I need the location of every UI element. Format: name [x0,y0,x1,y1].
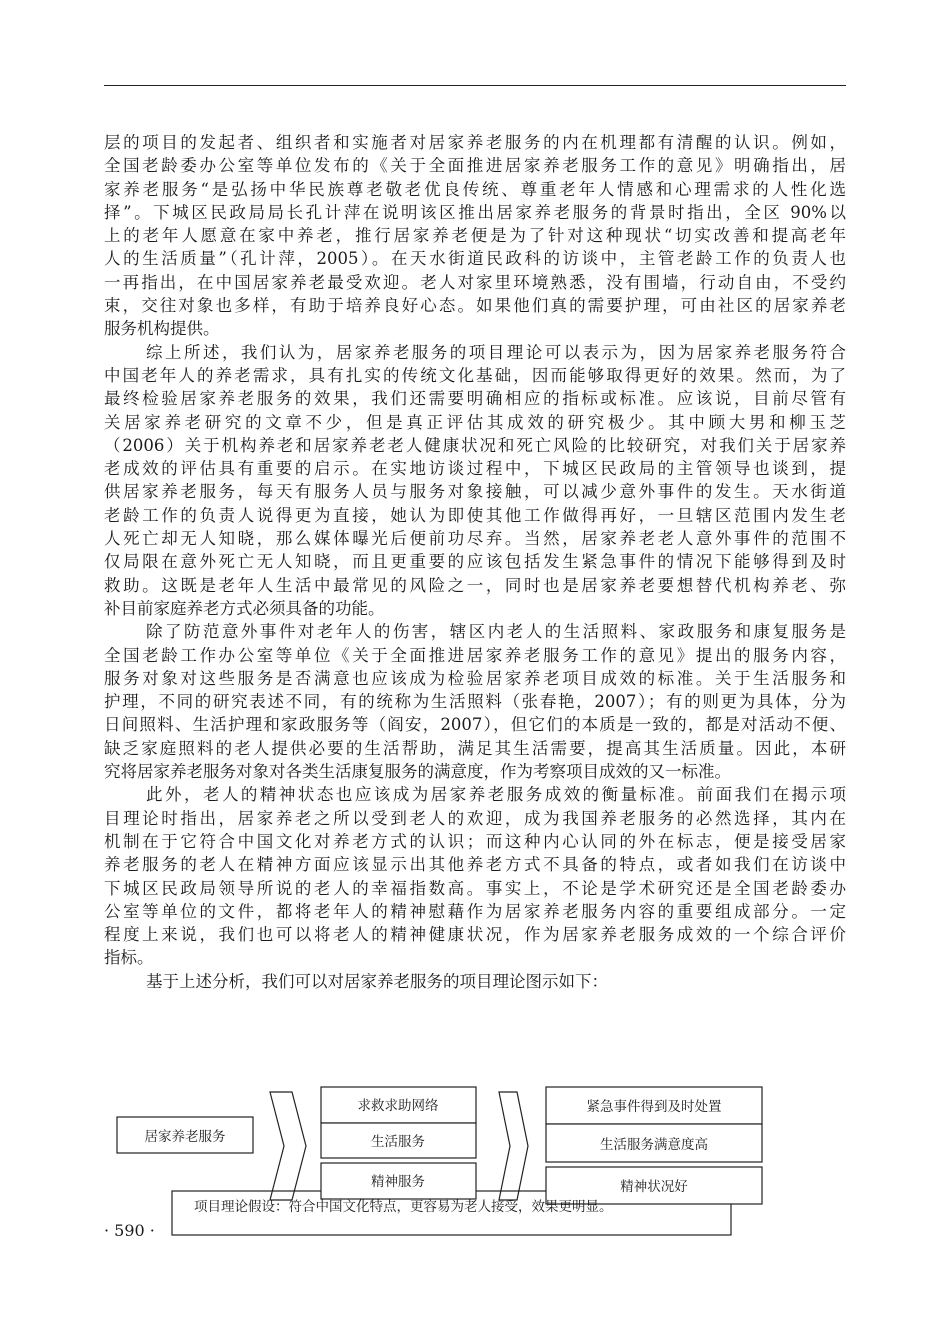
assumption-label: 项目理论假设：符合中国文化特点，更容易为老人接受，效果更明显。 [194,1199,613,1215]
text-line: 基于上述分析，我们可以对居家养老服务的项目理论图示如下： [146,971,608,991]
text-line: 择”。下城区民政局局长孔计萍在说明该区推出居家养老服务的背景时指出，全区 90%以 [104,202,846,222]
text-line: 中国老年人的养老需求，具有扎实的传统文化基础，因而能够取得更好的效果。然而，为了 [104,365,846,385]
text-line: 人死亡却无人知晓，那么媒体曝光后便前功尽弃。当然，居家养老老人意外事件的范围不 [104,529,846,549]
text-line: 公室等单位的文件，都将老年人的精神慰藉作为居家养老服务内容的重要组成部分。一定 [104,901,846,921]
text-line: 机制在于它符合中国文化对养老方式的认识；而这种内心认同的外在标志，便是接受居家 [104,831,846,851]
text-line: 家养老服务“是弘扬中华民族尊老敬老优良传统、尊重老年人情感和心理需求的人性化选 [104,179,846,199]
text-line: 服务机构提供。 [104,319,220,339]
text-line: 上的老年人愿意在家中养老，推行居家养老便是为了针对这种现状“切实改善和提高老年 [104,226,846,246]
text-line: 束，交往对象也多样，有助于培养良好心态。如果他们真的需要护理，可由社区的居家养老 [104,296,846,316]
text-line: 下城区民政局领导所说的老人的幸福指数高。事实上，不论是学术研究还是全国老龄委办 [104,878,846,898]
text-line: 指标。 [104,948,154,968]
text-line: 究将居家养老服务对象对各类生活康复服务的满意度，作为考察项目成效的又一标准。 [104,762,731,782]
text-line: 护理，不同的研究表述不同，有的统称为生活照料（张春艳，2007）；有的则更为具体，分为 [104,692,846,712]
text-line: 一再指出，在中国居家养老最受欢迎。老人对家里环境熟悉，没有围墙，行动自由，不受约 [104,272,846,292]
text-line: 老龄工作的负责人说得更为直接，她认为即使其他工作做得再好，一旦辖区范围内发生老 [104,505,846,525]
text-line: 人的生活质量”（孔计萍，2005）。在天水街道民政科的访谈中，主管老龄工作的负责人也 [104,249,846,269]
text-line: 关居家养老研究的文章不少，但是真正评估其成效的研究极少。其中顾大男和柳玉芝 [104,412,846,432]
text-line: 缺乏家庭照料的老人提供必要的生活帮助，满足其生活需要，提高其生活质量。因此，本研 [104,738,846,758]
text-line: 全国老龄工作办公室等单位《关于全面推进居家养老服务工作的意见》提出的服务内容， [104,645,846,665]
text-line: 供居家养老服务，每天有服务人员与服务对象接触，可以减少意外事件的发生。天水街道 [104,482,846,502]
text-line: 养老服务的老人在精神方面应该显示出其他养老方式不具备的特点，或者如我们在访谈中 [104,855,846,875]
text-line: 最终检验居家养老服务的效果，我们还需要明确相应的指标或标准。应该说，目前尽管有 [104,389,846,409]
activity-label: 求救求助网络 [357,1098,439,1114]
text-line: （2006）关于机构养老和居家养老老人健康状况和死亡风险的比较研究，对我们关于居家养 [104,435,846,455]
outcome-label: 精神状况好 [620,1179,688,1195]
input-label: 居家养老服务 [144,1129,226,1145]
text-line: 仅局限在意外死亡无人知晓，而且更重要的应该包括发生紧急事件的情况下能够得到及时 [104,552,846,572]
activity-label: 精神服务 [371,1174,425,1190]
outcome-label: 生活服务满意度高 [600,1137,708,1153]
text-line: 层的项目的发起者、组织者和实施者对居家养老服务的内在机理都有清醒的认识。例如， [104,133,846,152]
text-line: 服务对象对这些服务是否满意也应该成为检验居家养老项目成效的标准。关于生活服务和 [104,668,846,688]
text-line: 补目前家庭养老方式必须具备的功能。 [104,598,385,618]
text-line: 除了防范意外事件对老年人的伤害，辖区内老人的生活照料、家政服务和康复服务是 [146,622,846,642]
text-line: 综上所述，我们认为，居家养老服务的项目理论可以表示为，因为居家养老服务符合 [146,342,846,362]
text-line: 老成效的评估具有重要的启示。在实地访谈过程中，下城区民政局的主管领导也谈到，提 [104,459,846,479]
text-line: 程度上来说，我们也可以将老人的精神健康状况，作为居家养老服务成效的一个综合评价 [104,925,846,945]
activity-label: 生活服务 [371,1134,425,1150]
chevron-arrow-icon [270,1092,306,1200]
text-line: 目理论时指出，居家养老之所以受到老人的欢迎，成为我国养老服务的必然选择，其内在 [104,808,846,828]
text-line: 日间照料、生活护理和家政服务等（阎安，2007），但它们的本质是一致的，都是对活动不便、 [104,715,846,735]
chevron-arrow-icon [499,1092,528,1200]
text-line: 救助。这既是老年人生活中最常见的风险之一，同时也是居家养老要想替代机构养老、弥 [104,575,846,595]
text-line: 全国老龄委办公室等单位发布的《关于全面推进居家养老服务工作的意见》明确指出，居 [104,156,846,176]
outcome-label: 紧急事件得到及时处置 [586,1099,722,1115]
page-number: · 590 · [104,1221,155,1240]
text-line: 此外，老人的精神状态也应该成为居家养老服务成效的衡量标准。前面我们在揭示项 [146,785,846,805]
